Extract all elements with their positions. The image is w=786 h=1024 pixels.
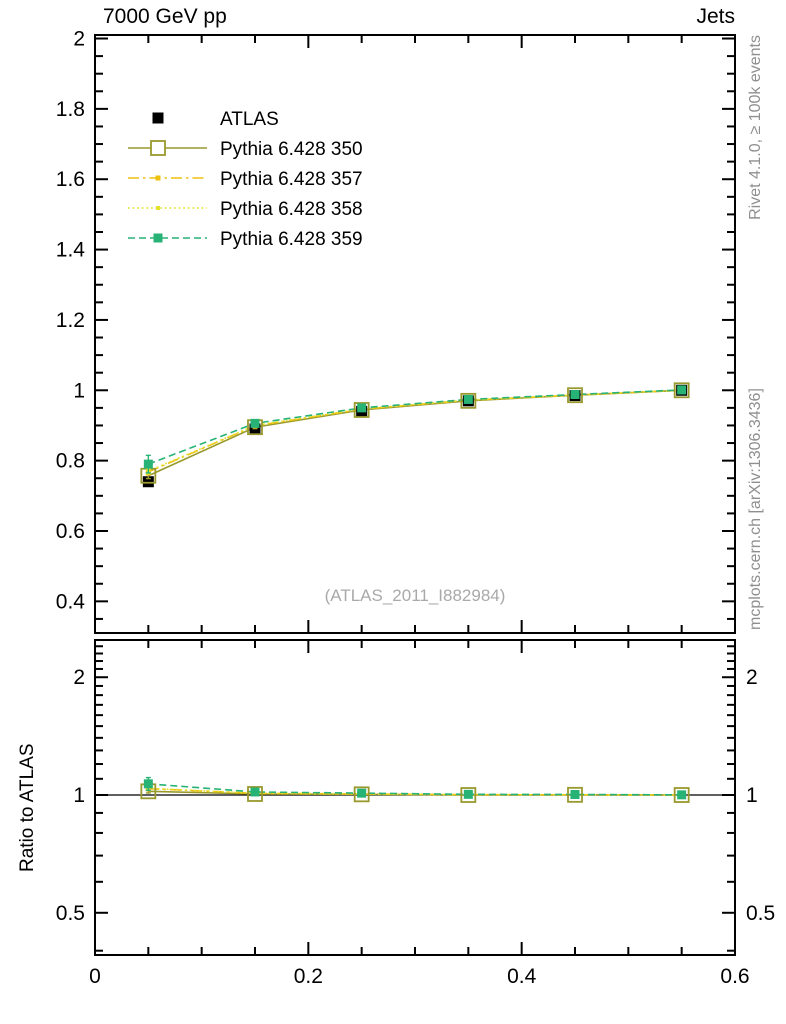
main-panel — [56, 28, 735, 633]
y-tick-label: 1.4 — [55, 238, 85, 262]
legend-item-pythia-6-428-359 — [128, 229, 363, 250]
legend-item-pythia-6-428-350 — [128, 139, 363, 160]
legend-item-pythia-6-428-357 — [128, 169, 363, 190]
x-tick-label: 0 — [89, 965, 101, 988]
mcplots-arxiv-credit: mcplots.cern.ch [arXiv:1306.3436] — [747, 388, 764, 630]
legend-label: Pythia 6.428 350 — [220, 139, 363, 160]
series-line-pythia-6-428-357 — [148, 390, 681, 472]
analysis-group-title: Jets — [696, 5, 735, 28]
legend-marker-icon — [154, 234, 163, 243]
legend-label: Pythia 6.428 357 — [220, 169, 363, 190]
ratio-axis-label: Ratio to ATLAS — [17, 743, 38, 872]
legend-marker-icon — [156, 176, 161, 181]
x-tick-label: 0.6 — [720, 965, 750, 988]
legend-label: ATLAS — [220, 109, 279, 130]
y-tick-label: 2 — [73, 27, 85, 51]
y-tick-label: 0.6 — [55, 519, 85, 543]
legend-label: Pythia 6.428 359 — [220, 229, 363, 250]
y-tick-label: 1.2 — [55, 308, 85, 332]
main-ticks — [95, 35, 735, 633]
series-markers-pythia-6-428-358 — [146, 388, 684, 474]
rivet-version-credit: Rivet 4.1.0, ≥ 100k events — [747, 35, 764, 220]
legend-marker-icon — [151, 141, 165, 155]
series-markers-pythia-6-428-359 — [144, 778, 686, 800]
series-markers-pythia-6-428-350 — [141, 383, 688, 482]
y-tick-label-right: 2 — [746, 666, 758, 690]
y-tick-label: 1.8 — [55, 97, 85, 121]
series-line-pythia-6-428-359 — [148, 390, 681, 464]
y-tick-label: 1 — [73, 784, 85, 808]
ratio-frame — [95, 640, 735, 955]
y-tick-label: 1.6 — [55, 168, 85, 192]
y-tick-label-right: 0.5 — [746, 901, 776, 925]
legend-item-pythia-6-428-358 — [128, 199, 363, 220]
x-tick-label: 0.2 — [293, 965, 323, 988]
series-markers-pythia-6-428-357 — [146, 388, 684, 475]
series-line-pythia-6-428-358 — [148, 390, 681, 471]
ratio-ticks — [95, 640, 735, 955]
y-tick-label: 2 — [73, 666, 85, 690]
x-tick-label: 0.4 — [507, 965, 537, 988]
legend-item-atlas — [153, 109, 279, 130]
legend-label: Pythia 6.428 358 — [220, 199, 363, 220]
y-tick-label: 0.4 — [55, 590, 85, 614]
y-tick-label: 0.5 — [55, 901, 85, 925]
legend — [128, 109, 363, 250]
beam-energy-title: 7000 GeV pp — [103, 5, 227, 28]
legend-marker-icon — [153, 113, 164, 124]
y-tick-label: 0.8 — [55, 449, 85, 473]
ratio-panel — [56, 640, 775, 988]
series-markers-atlas — [143, 385, 687, 487]
y-tick-label: 1 — [73, 379, 85, 403]
legend-marker-icon — [156, 206, 160, 210]
series-markers-pythia-6-428-359 — [144, 385, 686, 473]
main-frame — [95, 35, 735, 633]
analysis-id-watermark: (ATLAS_2011_I882984) — [324, 586, 506, 605]
y-tick-label-right: 1 — [746, 784, 758, 808]
